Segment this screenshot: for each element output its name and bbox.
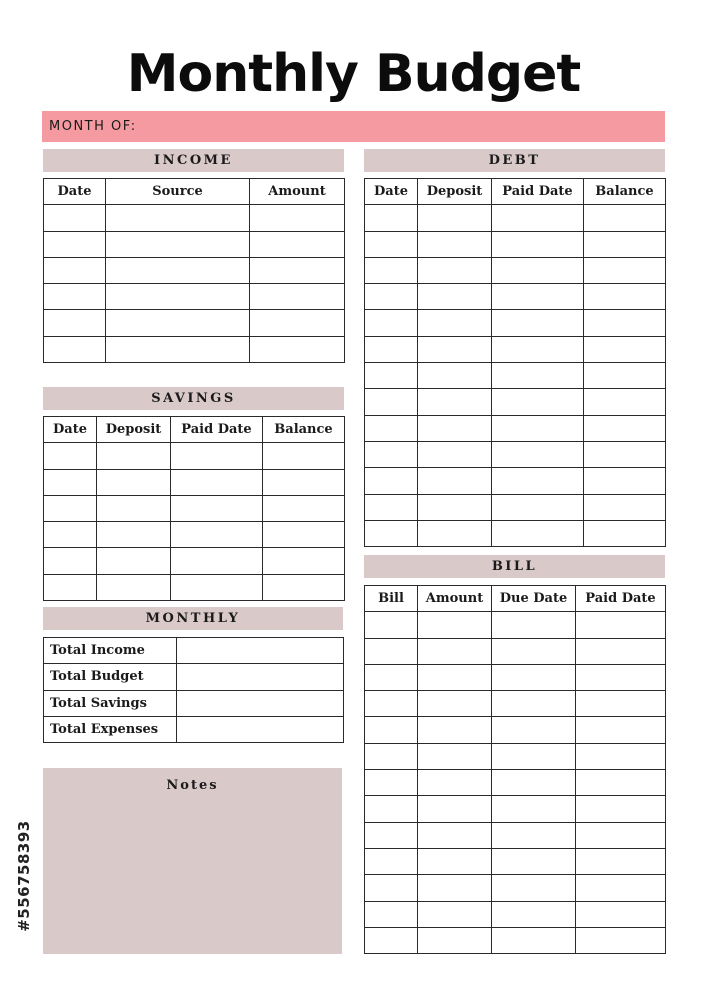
bill-row-cell[interactable] <box>492 848 576 874</box>
debt-row-cell[interactable] <box>584 468 666 494</box>
income-row <box>44 231 345 257</box>
debt-row-cell[interactable] <box>584 441 666 467</box>
savings-col-date: Date <box>44 417 97 443</box>
debt-row-cell[interactable] <box>492 389 584 415</box>
bill-row-cell[interactable] <box>492 901 576 927</box>
bill-row-cell[interactable] <box>365 743 418 769</box>
debt-row-cell[interactable] <box>418 231 492 257</box>
debt-row-cell[interactable] <box>492 468 584 494</box>
income-row-cell[interactable] <box>44 336 106 362</box>
bill-col-amount: Amount <box>418 586 492 612</box>
debt-row-cell[interactable] <box>418 415 492 441</box>
bill-row-cell[interactable] <box>418 612 492 638</box>
bill-row-cell[interactable] <box>576 638 666 664</box>
income-row-cell[interactable] <box>44 231 106 257</box>
debt-row-cell[interactable] <box>365 205 418 231</box>
debt-row <box>365 205 666 231</box>
debt-row-cell[interactable] <box>365 441 418 467</box>
savings-row <box>44 469 345 495</box>
debt-row-cell[interactable] <box>584 231 666 257</box>
savings-row-cell[interactable] <box>44 522 97 548</box>
notes-heading: Notes <box>166 778 219 793</box>
income-row-cell[interactable] <box>106 310 250 336</box>
savings-row <box>44 495 345 521</box>
bill-row-cell[interactable] <box>492 638 576 664</box>
income-row-cell[interactable] <box>250 231 345 257</box>
savings-row-cell[interactable] <box>263 495 345 521</box>
bill-row-cell[interactable] <box>576 717 666 743</box>
bill-row-cell[interactable] <box>576 901 666 927</box>
debt-row-cell[interactable] <box>365 310 418 336</box>
debt-row-cell[interactable] <box>584 415 666 441</box>
bill-row-cell[interactable] <box>365 927 418 953</box>
debt-col-date: Date <box>365 179 418 205</box>
bill-col-paid-date: Paid Date <box>576 586 666 612</box>
bill-row-cell[interactable] <box>576 927 666 953</box>
debt-row-cell[interactable] <box>492 336 584 362</box>
debt-row-cell[interactable] <box>365 336 418 362</box>
monthly-heading: MONTHLY <box>43 607 343 630</box>
debt-row <box>365 363 666 389</box>
bill-row <box>365 927 666 953</box>
debt-heading: DEBT <box>364 149 665 172</box>
savings-row-cell[interactable] <box>171 469 263 495</box>
debt-row-cell[interactable] <box>584 494 666 520</box>
savings-row-cell[interactable] <box>44 548 97 574</box>
savings-row-cell[interactable] <box>97 548 171 574</box>
debt-row-cell[interactable] <box>418 257 492 283</box>
savings-col-deposit: Deposit <box>97 417 171 443</box>
debt-row <box>365 284 666 310</box>
savings-row-cell[interactable] <box>97 522 171 548</box>
debt-row-cell[interactable] <box>492 257 584 283</box>
bill-row-cell[interactable] <box>418 691 492 717</box>
income-row-cell[interactable] <box>106 284 250 310</box>
bill-row <box>365 770 666 796</box>
bill-row <box>365 901 666 927</box>
debt-row-cell[interactable] <box>418 468 492 494</box>
bill-row <box>365 664 666 690</box>
bill-row-cell[interactable] <box>418 875 492 901</box>
bill-table <box>364 585 666 954</box>
bill-row-cell[interactable] <box>418 927 492 953</box>
debt-row-cell[interactable] <box>584 363 666 389</box>
debt-row-cell[interactable] <box>418 284 492 310</box>
savings-row-cell[interactable] <box>97 495 171 521</box>
bill-row-cell[interactable] <box>418 770 492 796</box>
bill-row-cell[interactable] <box>492 770 576 796</box>
savings-row-cell[interactable] <box>97 443 171 469</box>
debt-row-cell[interactable] <box>418 494 492 520</box>
monthly-table <box>43 637 344 743</box>
income-row-cell[interactable] <box>250 284 345 310</box>
bill-row <box>365 875 666 901</box>
income-row <box>44 310 345 336</box>
bill-row-cell[interactable] <box>492 717 576 743</box>
bill-row-cell[interactable] <box>418 664 492 690</box>
bill-row-cell[interactable] <box>492 612 576 638</box>
bill-row-cell[interactable] <box>365 664 418 690</box>
debt-row <box>365 415 666 441</box>
bill-row <box>365 848 666 874</box>
debt-row-cell[interactable] <box>418 336 492 362</box>
monthly-row <box>44 716 344 742</box>
total-income-label: Total Income <box>44 638 177 664</box>
bill-row-cell[interactable] <box>576 822 666 848</box>
total-expenses-value[interactable] <box>177 716 344 742</box>
debt-row-cell[interactable] <box>365 257 418 283</box>
savings-row-cell[interactable] <box>171 548 263 574</box>
income-row <box>44 257 345 283</box>
debt-col-deposit: Deposit <box>418 179 492 205</box>
income-row <box>44 205 345 231</box>
income-row-cell[interactable] <box>44 257 106 283</box>
debt-row <box>365 336 666 362</box>
bill-row-cell[interactable] <box>365 717 418 743</box>
savings-row-cell[interactable] <box>263 548 345 574</box>
income-row-cell[interactable] <box>44 310 106 336</box>
month-of-bar: MONTH OF: <box>42 111 665 142</box>
debt-row-cell[interactable] <box>418 205 492 231</box>
debt-row-cell[interactable] <box>584 520 666 546</box>
bill-row-cell[interactable] <box>492 822 576 848</box>
debt-row-cell[interactable] <box>492 520 584 546</box>
debt-row-cell[interactable] <box>492 231 584 257</box>
page-title: Monthly Budget <box>126 44 581 104</box>
total-budget-value[interactable] <box>177 664 344 690</box>
debt-row <box>365 389 666 415</box>
bill-row-cell[interactable] <box>418 638 492 664</box>
savings-row <box>44 443 345 469</box>
notes-box[interactable] <box>43 768 342 954</box>
debt-row-cell[interactable] <box>365 468 418 494</box>
bill-row-cell[interactable] <box>418 848 492 874</box>
income-row-cell[interactable] <box>106 336 250 362</box>
debt-row <box>365 494 666 520</box>
income-row-cell[interactable] <box>106 257 250 283</box>
bill-row <box>365 717 666 743</box>
debt-row-cell[interactable] <box>418 441 492 467</box>
debt-row-cell[interactable] <box>492 205 584 231</box>
debt-row-cell[interactable] <box>584 257 666 283</box>
income-row-cell[interactable] <box>250 257 345 283</box>
total-expenses-label: Total Expenses <box>44 716 177 742</box>
debt-row-cell[interactable] <box>492 441 584 467</box>
debt-col-balance: Balance <box>584 179 666 205</box>
bill-row-cell[interactable] <box>576 770 666 796</box>
debt-row-cell[interactable] <box>492 494 584 520</box>
savings-row-cell[interactable] <box>44 443 97 469</box>
bill-row-cell[interactable] <box>365 901 418 927</box>
debt-row-cell[interactable] <box>365 231 418 257</box>
savings-row-cell[interactable] <box>263 574 345 600</box>
debt-row-cell[interactable] <box>418 520 492 546</box>
bill-row-cell[interactable] <box>365 691 418 717</box>
total-savings-label: Total Savings <box>44 690 177 716</box>
savings-row <box>44 522 345 548</box>
bill-row-cell[interactable] <box>418 822 492 848</box>
debt-row-cell[interactable] <box>365 363 418 389</box>
debt-row <box>365 310 666 336</box>
bill-row-cell[interactable] <box>365 638 418 664</box>
savings-heading: SAVINGS <box>43 387 344 410</box>
debt-row-cell[interactable] <box>365 389 418 415</box>
bill-row-cell[interactable] <box>576 743 666 769</box>
debt-row-cell[interactable] <box>365 415 418 441</box>
income-row <box>44 336 345 362</box>
income-row-cell[interactable] <box>250 205 345 231</box>
income-row-cell[interactable] <box>106 231 250 257</box>
bill-col-bill: Bill <box>365 586 418 612</box>
total-savings-value[interactable] <box>177 690 344 716</box>
stock-id-label <box>12 760 36 992</box>
bill-row-cell[interactable] <box>576 875 666 901</box>
debt-row-cell[interactable] <box>418 363 492 389</box>
bill-row-cell[interactable] <box>492 691 576 717</box>
savings-row-cell[interactable] <box>263 443 345 469</box>
bill-row-cell[interactable] <box>576 691 666 717</box>
total-budget-label: Total Budget <box>44 664 177 690</box>
debt-row-cell[interactable] <box>584 284 666 310</box>
bill-row-cell[interactable] <box>418 743 492 769</box>
income-heading: INCOME <box>43 149 344 172</box>
debt-row-cell[interactable] <box>584 389 666 415</box>
income-row-cell[interactable] <box>44 284 106 310</box>
bill-row <box>365 743 666 769</box>
bill-row <box>365 822 666 848</box>
income-row-cell[interactable] <box>250 336 345 362</box>
debt-row-cell[interactable] <box>492 363 584 389</box>
income-table <box>43 178 345 363</box>
bill-row-cell[interactable] <box>492 796 576 822</box>
debt-row <box>365 231 666 257</box>
bill-row-cell[interactable] <box>365 612 418 638</box>
bill-row-cell[interactable] <box>576 796 666 822</box>
debt-row <box>365 441 666 467</box>
income-col-source: Source <box>106 179 250 205</box>
bill-row-cell[interactable] <box>492 664 576 690</box>
debt-row-cell[interactable] <box>584 205 666 231</box>
bill-row-cell[interactable] <box>492 875 576 901</box>
bill-row-cell[interactable] <box>418 901 492 927</box>
monthly-row <box>44 638 344 664</box>
bill-row-cell[interactable] <box>576 848 666 874</box>
debt-row <box>365 520 666 546</box>
total-income-value[interactable] <box>177 638 344 664</box>
debt-row-cell[interactable] <box>418 389 492 415</box>
income-col-date: Date <box>44 179 106 205</box>
bill-row <box>365 796 666 822</box>
bill-row <box>365 691 666 717</box>
stock-id-text: #556758393 <box>15 820 34 932</box>
income-row-cell[interactable] <box>44 205 106 231</box>
monthly-row <box>44 664 344 690</box>
debt-row-cell[interactable] <box>492 284 584 310</box>
monthly-row <box>44 690 344 716</box>
debt-row-cell[interactable] <box>584 336 666 362</box>
savings-row-cell[interactable] <box>97 574 171 600</box>
bill-row-cell[interactable] <box>365 770 418 796</box>
debt-row-cell[interactable] <box>365 520 418 546</box>
bill-row-cell[interactable] <box>365 875 418 901</box>
savings-row-cell[interactable] <box>97 469 171 495</box>
bill-row-cell[interactable] <box>365 796 418 822</box>
debt-row-cell[interactable] <box>492 310 584 336</box>
bill-row <box>365 638 666 664</box>
bill-heading: BILL <box>364 555 665 578</box>
bill-row-cell[interactable] <box>418 796 492 822</box>
savings-row-cell[interactable] <box>263 469 345 495</box>
income-row-cell[interactable] <box>106 205 250 231</box>
savings-row <box>44 548 345 574</box>
bill-row-cell[interactable] <box>576 664 666 690</box>
bill-row-cell[interactable] <box>492 927 576 953</box>
savings-row-cell[interactable] <box>263 522 345 548</box>
debt-row <box>365 257 666 283</box>
debt-col-paid-date: Paid Date <box>492 179 584 205</box>
savings-table <box>43 416 345 601</box>
savings-row-cell[interactable] <box>44 469 97 495</box>
savings-row-cell[interactable] <box>171 443 263 469</box>
savings-row-cell[interactable] <box>171 522 263 548</box>
bill-row-cell[interactable] <box>365 848 418 874</box>
bill-col-due-date: Due Date <box>492 586 576 612</box>
bill-row-cell[interactable] <box>492 743 576 769</box>
debt-row-cell[interactable] <box>584 310 666 336</box>
debt-row-cell[interactable] <box>492 415 584 441</box>
savings-row-cell[interactable] <box>171 495 263 521</box>
debt-row <box>365 468 666 494</box>
savings-row <box>44 574 345 600</box>
income-row-cell[interactable] <box>250 310 345 336</box>
debt-row-cell[interactable] <box>365 284 418 310</box>
bill-row-cell[interactable] <box>418 717 492 743</box>
income-row <box>44 284 345 310</box>
savings-row-cell[interactable] <box>44 574 97 600</box>
debt-table <box>364 178 666 547</box>
savings-row-cell[interactable] <box>171 574 263 600</box>
debt-row-cell[interactable] <box>365 494 418 520</box>
savings-col-paid-date: Paid Date <box>171 417 263 443</box>
savings-col-balance: Balance <box>263 417 345 443</box>
income-col-amount: Amount <box>250 179 345 205</box>
bill-row-cell[interactable] <box>576 612 666 638</box>
savings-row-cell[interactable] <box>44 495 97 521</box>
bill-row <box>365 612 666 638</box>
debt-row-cell[interactable] <box>418 310 492 336</box>
bill-row-cell[interactable] <box>365 822 418 848</box>
